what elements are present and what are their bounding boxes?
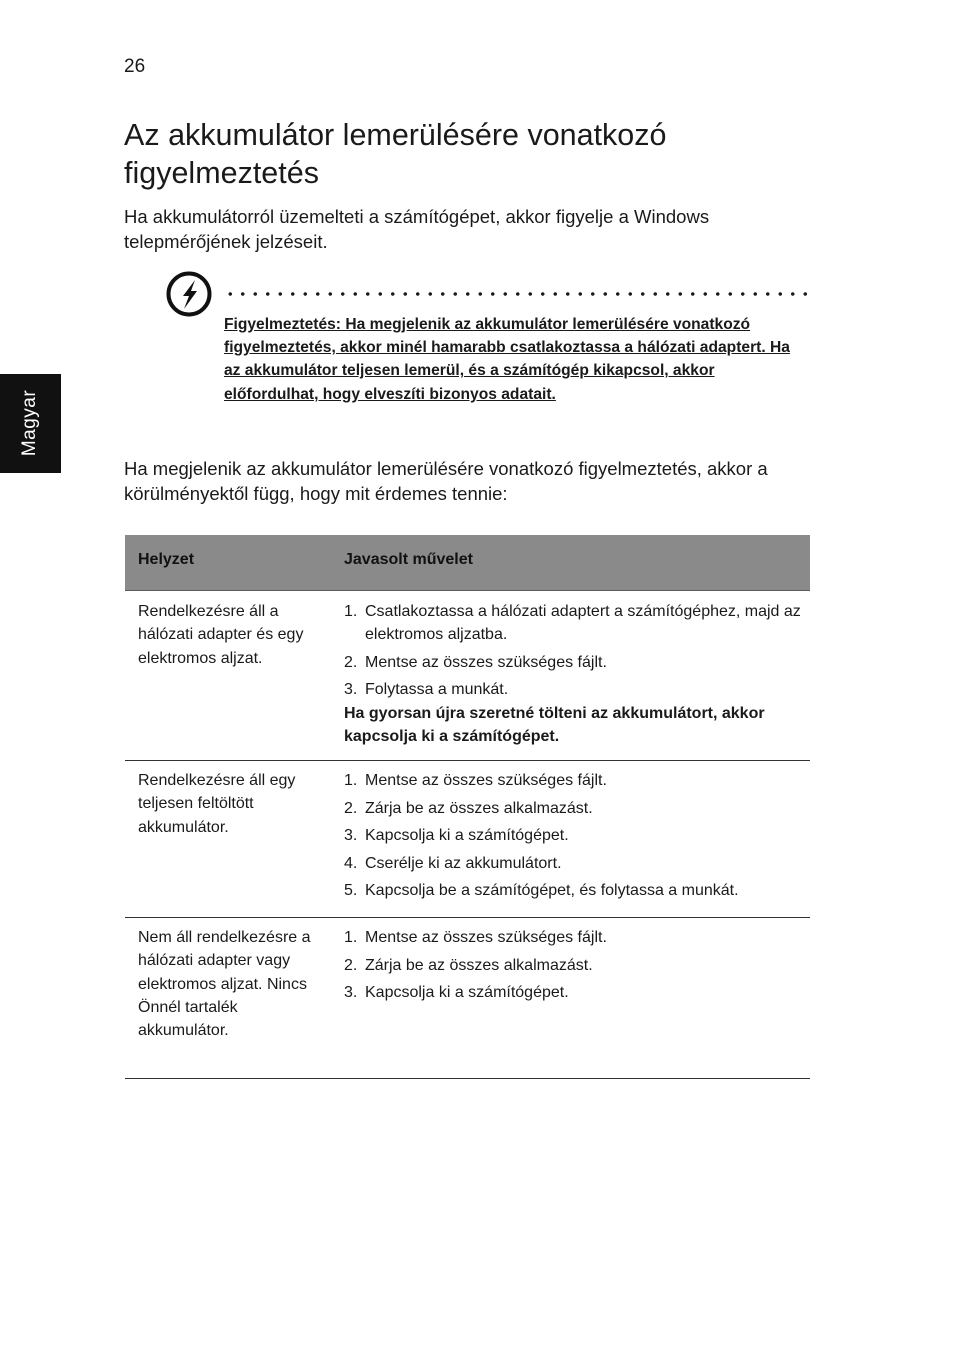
step-item: 1. Mentse az összes szükséges fájlt. bbox=[344, 772, 607, 789]
battery-actions-table bbox=[125, 535, 810, 1079]
table-header bbox=[125, 535, 810, 591]
situation-cell: Nem áll rendelkezésre a hálózati adapter vagy elektromos aljzat. Nincs Önnél tartalék akkumulátor. bbox=[138, 929, 311, 1040]
table-row bbox=[125, 591, 810, 761]
situation-paragraph: Ha megjelenik az akkumulátor lemerülésére vonatkozó figyelmeztetés, akkor a körülményektől függ, hogy mit érdemes tennie: bbox=[124, 458, 768, 504]
header-action: Javasolt művelet bbox=[344, 551, 473, 568]
recharge-note: Ha gyorsan újra szeretné tölteni az akkumulátort, akkor kapcsolja ki a számítógépet. bbox=[344, 705, 765, 746]
steps-list bbox=[344, 926, 804, 1004]
situation-cell: Rendelkezésre áll egy teljesen feltöltött akkumulátor. bbox=[138, 772, 296, 836]
warning-lightning-icon bbox=[166, 271, 212, 317]
step-item: 2. Zárja be az összes alkalmazást. bbox=[344, 956, 593, 974]
header-situation: Helyzet bbox=[138, 551, 195, 568]
language-side-tab bbox=[0, 374, 61, 473]
steps-list bbox=[344, 600, 804, 702]
intro-paragraph: Ha akkumulátorról üzemelteti a számítógépet, akkor figyelje a Windows telepmérőjének jelzéseit. bbox=[124, 206, 710, 252]
action-cell bbox=[344, 926, 804, 1009]
steps-list bbox=[344, 769, 804, 903]
step-item: 1. Csatlakoztassa a hálózati adaptert a számítógéphez, majd az elektromos aljzatba. bbox=[344, 603, 801, 644]
step-item: 1. Mentse az összes szükséges fájlt. bbox=[344, 929, 607, 946]
table-row bbox=[125, 918, 810, 1079]
warning-text: Figyelmeztetés: Ha megjelenik az akkumulátor lemerülésére vonatkozó figyelmeztetés, akkor minél hamarabb csatlakoztassa a hálózati adaptert. Ha az akkumulátor teljesen lemerül, és a számítógép kikapcsol, akkor előfordulhat, hogy elveszíti bizonyos adatait. bbox=[224, 316, 790, 403]
situation-cell: Rendelkezésre áll a hálózati adapter és egy elektromos aljzat. bbox=[138, 603, 304, 667]
action-cell bbox=[344, 769, 804, 907]
step-item: 3. Folytassa a munkát. bbox=[344, 681, 509, 699]
page-title: Az akkumulátor lemerülésére vonatkozó figyelmeztetés bbox=[124, 118, 667, 190]
side-tab-label: Magyar bbox=[19, 389, 40, 457]
table-row bbox=[125, 761, 810, 918]
step-item: 5. Kapcsolja be a számítógépet, és folytassa a munkát. bbox=[344, 882, 739, 900]
step-item: 3. Kapcsolja ki a számítógépet. bbox=[344, 984, 569, 1002]
step-item: 2. Mentse az összes szükséges fájlt. bbox=[344, 653, 607, 671]
page-number: 26 bbox=[124, 56, 146, 77]
warning-dotted-divider bbox=[224, 292, 810, 296]
step-item: 3. Kapcsolja ki a számítógépet. bbox=[344, 827, 569, 845]
step-item: 4. Cserélje ki az akkumulátort. bbox=[344, 854, 562, 872]
action-cell bbox=[344, 600, 804, 749]
step-item: 2. Zárja be az összes alkalmazást. bbox=[344, 799, 593, 817]
